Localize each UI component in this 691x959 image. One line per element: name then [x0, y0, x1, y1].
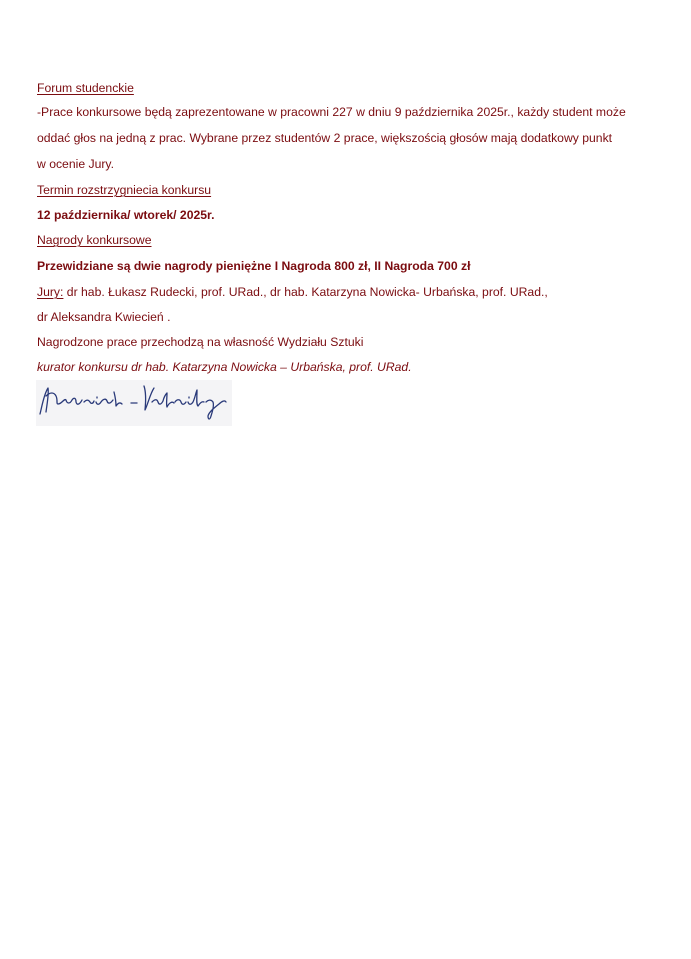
handwritten-signature: [36, 380, 232, 426]
jury-label: Jury:: [37, 285, 64, 299]
jury-members-1: dr hab. Łukasz Rudecki, prof. URad., dr hab. Katarzyna Nowicka- Urbańska, prof. URad.,: [63, 285, 548, 299]
forum-text-line-3: w ocenie Jury.: [37, 157, 114, 171]
nagrody-text: Przewidziane są dwie nagrody pieniężne I Nagroda 800 zł, II Nagroda 700 zł: [37, 259, 471, 273]
forum-heading: Forum studenckie: [37, 81, 134, 95]
forum-text-line-2: oddać głos na jedną z prac. Wybrane przez studentów 2 prace, większością głosów mają dodatkowy punkt: [37, 131, 613, 145]
jury-line-1: [37, 284, 548, 300]
termin-date: 12 października/ wtorek/ 2025r.: [37, 208, 215, 222]
forum-text-line-1: -Prace konkursowe będą zaprezentowane w pracowni 227 w dniu 9 października 2025r., każdy student może: [37, 105, 626, 119]
curator-line: kurator konkursu dr hab. Katarzyna Nowicka – Urbańska, prof. URad.: [37, 360, 412, 374]
termin-heading: Termin rozstrzygniecia konkursu: [37, 183, 212, 197]
nagrody-heading: Nagrody konkursowe: [37, 233, 152, 247]
ownership-note: Nagrodzone prace przechodzą na własność Wydziału Sztuki: [37, 335, 364, 349]
jury-line-2: dr Aleksandra Kwiecień .: [37, 310, 171, 324]
